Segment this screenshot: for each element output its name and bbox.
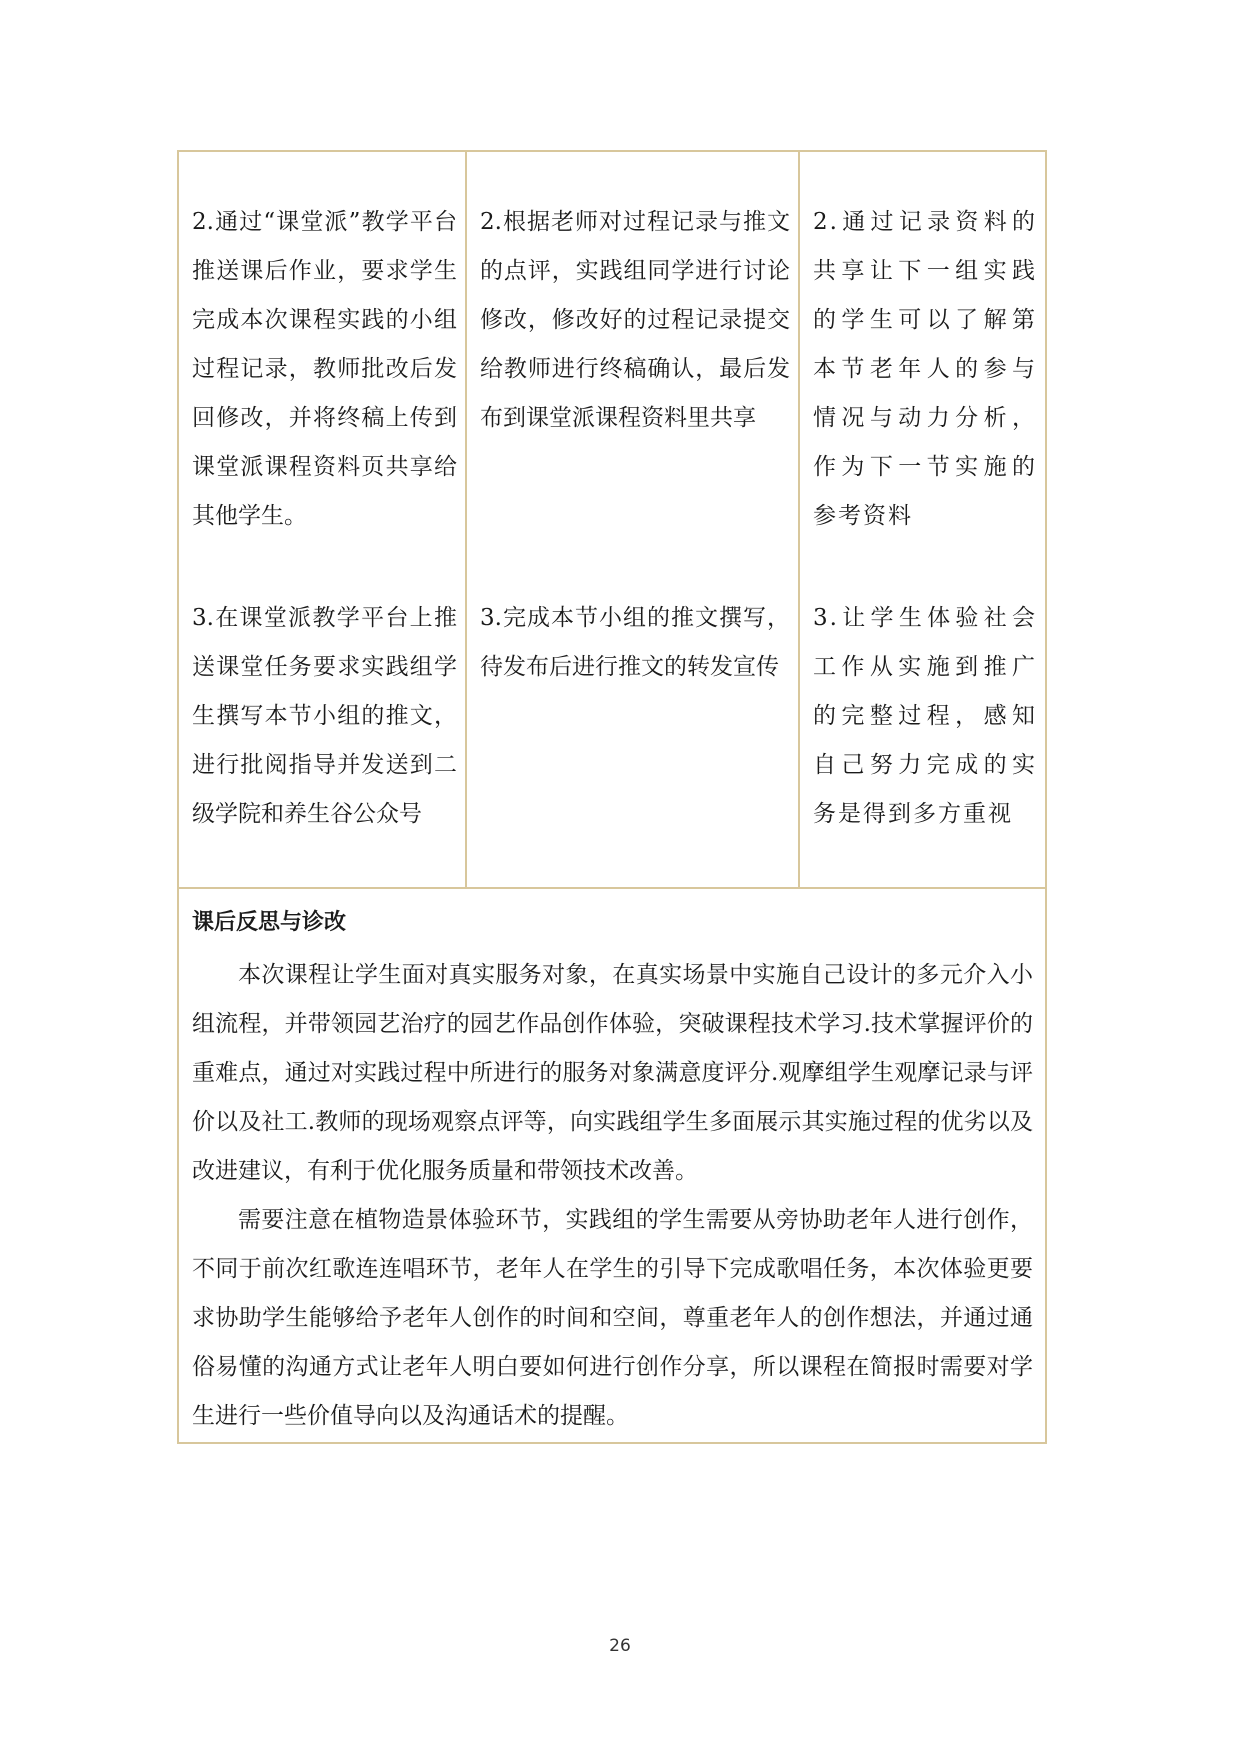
design-intent-item: 2.通过记录资料的共享让下一组实践的学生可以了解第本节老年人的参与情况与动力分析，作为下一节实施的参考资料: [813, 209, 1037, 529]
teacher-activity-item: 3.在课堂派教学平台上推送课堂任务要求实践组学生撰写本节小组的推文，进行批阅指导并发送到二级学院和养生谷公众号: [192, 605, 457, 827]
activity-row: [179, 152, 1045, 887]
reflection-paragraph: 需要注意在植物造景体验环节，实践组的学生需要从旁协助老年人进行创作，不同于前次红歌连连唱环节，老年人在学生的引导下完成歌唱任务，本次体验更要求协助学生能够给予老年人创作的时间和空间，尊重老年人的创作想法，并通过通俗易懂的沟通方式让老年人明白要如何进行创作分享，所以课程在简报时需要对学生进行一些价值导向以及沟通话术的提醒。: [192, 1207, 1033, 1429]
reflection-section: [179, 887, 1045, 1442]
student-activity-item: 2.根据老师对过程记录与推文的点评，实践组同学进行讨论修改，修改好的过程记录提交给教师进行终稿确认，最后发布到课堂派课程资料里共享: [480, 209, 790, 431]
reflection-paragraph: 本次课程让学生面对真实服务对象，在真实场景中实施自己设计的多元介入小组流程，并带领园艺治疗的园艺作品创作体验，突破课程技术学习.技术掌握评价的重难点，通过对实践过程中所进行的服务对象满意度评分.观摩组学生观摩记录与评价以及社工.教师的现场观察点评等，向实践组学生多面展示其实施过程的优劣以及改进建议，有利于优化服务质量和带领技术改善。: [192, 962, 1033, 1184]
design-intent-item: 3.让学生体验社会工作从实施到推广的完整过程，感知自己努力完成的实务是得到多方重视: [813, 605, 1037, 827]
student-activity-item: 3.完成本节小组的推文撰写，待发布后进行推文的转发宣传: [480, 605, 790, 680]
page-number: 26: [609, 1636, 631, 1656]
lesson-table: [177, 150, 1047, 1444]
teacher-activity-item: 2.通过“课堂派”教学平台推送课后作业，要求学生完成本次课程实践的小组过程记录，教师批改后发回修改，并将终稿上传到课堂派课程资料页共享给其他学生。: [192, 209, 457, 529]
teacher-activity-column: [179, 152, 467, 887]
student-activity-column: [467, 152, 800, 887]
reflection-title: 课后反思与诊改: [192, 910, 347, 935]
design-intent-column: [800, 152, 1045, 887]
